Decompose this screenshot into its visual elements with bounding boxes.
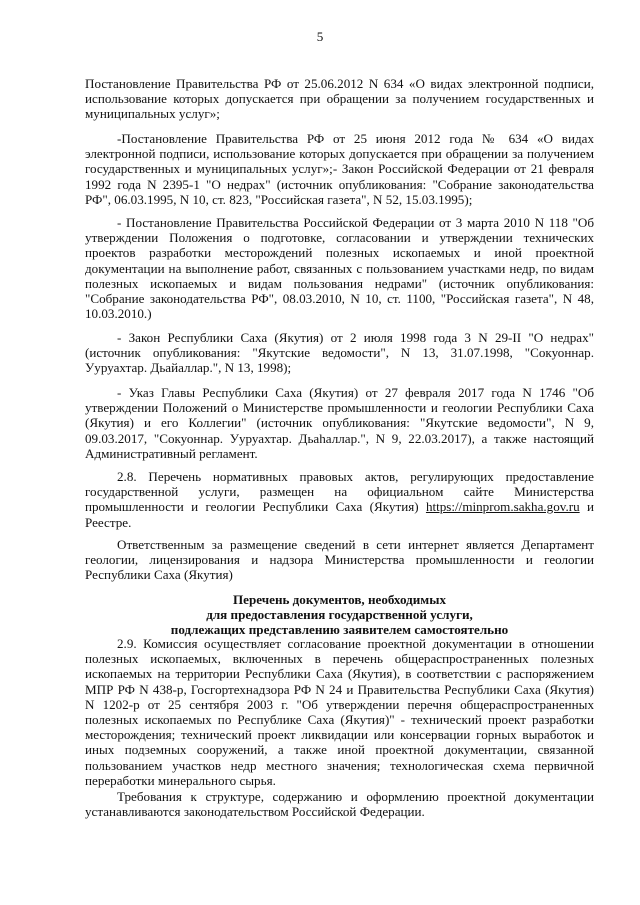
text-line: пользованием участков недр местного значения; технологическая схема первичной: [85, 757, 594, 773]
text-line-with-link: [85, 499, 594, 514]
text-line: Республики Саха (Якутия): [85, 567, 233, 583]
text-line: "Собрание законодательства РФ", 08.03.2010, N 10, ст. 1100, "Российская газета", N 48,: [85, 291, 594, 307]
text-line: Постановление Правительства РФ от 25.06.2012 N 634 «О видах электронной подписи,: [85, 76, 594, 91]
text-line: утверждении Положений о Министерстве промышленности и геологии Республики Саха: [85, 400, 594, 416]
text-line: Требования к структуре, содержанию и оформлению проектной документации: [117, 789, 594, 804]
text-line: государственных и муниципальных услуг»;- Закон Российской Федерации от 21 февраля: [85, 161, 594, 177]
text-line: документации на выполнение работ, связанных с пользованием участками недр, по видам: [85, 260, 594, 276]
text-line: Ответственным за размещение сведений в сети интернет является Департамент: [117, 537, 594, 552]
text-segment: и: [586, 499, 594, 515]
text-line: полезных ископаемых и видам пользования недрами" (источник опубликования:: [85, 275, 594, 291]
text-line: месторождения; технический проект ликвидации или консервации горных выработок и: [85, 727, 594, 743]
text-line: муниципальных услуг»;: [85, 106, 220, 122]
text-line: 10.03.2010.): [85, 306, 152, 322]
text-line: 1992 года N 2395-1 "О недрах" (источник опубликования: "Собрание законодательства: [85, 176, 594, 192]
text-line: государственной услуги, размещен на официальном сайте Министерства: [85, 484, 594, 500]
text-line: Ууруахтар. Дьайаллар.", N 13, 1998);: [85, 360, 292, 376]
paragraph-decree-1746: [85, 385, 594, 461]
text-line: (источник опубликования: "Якутские ведомости", N 13, 31.07.1998, "Сокуоннар.: [85, 345, 594, 361]
text-line: 2.9. Комиссия осуществляет согласование проектной документации в отношении: [117, 636, 594, 651]
heading-line: для предоставления государственной услуги,: [206, 607, 473, 623]
text-line: электронной подписи, использование которых допускается при обращении за получением: [85, 146, 594, 162]
text-line: геологии, лицензирования и надзора Министерства промышленности и геологии: [85, 552, 594, 568]
text-line: (Якутия) и его Коллегии" (источник опубликования: "Якутские ведомости", N 9,: [85, 415, 594, 431]
text-line: переработки минерального сырья.: [85, 772, 276, 788]
paragraph-sakha-law: [85, 330, 594, 376]
paragraph-responsible: [85, 537, 594, 583]
text-line: использование которых допускается при обращении за получением государственных и: [85, 91, 594, 107]
text-line: 09.03.2017, "Сокуоннар. Ууруахтар. Дьаhаллар.", N 9, 22.03.2017), а также настоящий: [85, 430, 594, 446]
paragraph-requirements: [85, 789, 594, 819]
text-line: N 1202-р от 25 сентября 2003 г. "Об утверждении перечня общераспространенных: [85, 696, 594, 712]
paragraph-2-8: [85, 469, 594, 530]
text-line: МПР РФ N 438-р, Госгортехнадзора РФ N 24 и Правительства Республики Саха (Якутия): [85, 681, 594, 697]
text-line: -Постановление Правительства РФ от 25 июня 2012 года № 634 «О видах: [117, 131, 594, 146]
text-segment: промышленности и геологии Республики Саха (Якутия): [85, 499, 419, 515]
text-line: устанавливаются законодательством Российской Федерации.: [85, 804, 425, 820]
text-line: Административный регламент.: [85, 445, 258, 461]
paragraph-decree-634-and-law: [85, 131, 594, 207]
text-line: - Закон Республики Саха (Якутия) от 2 июля 1998 года 3 N 29-II "О недрах": [117, 330, 594, 345]
text-line: иных подземных сооружений, а также иной проектной документации, связанной: [85, 742, 594, 758]
paragraph-decree-118: [85, 215, 594, 321]
heading-line: подлежащих представлению заявителем самостоятельно: [170, 622, 509, 638]
page-number: 5: [316, 29, 324, 44]
text-line: 2.8. Перечень нормативных правовых актов, регулирующих предоставление: [117, 469, 594, 484]
text-line: полезных ископаемых по Республике Саха (Якутия)" - технический проект разработки: [85, 712, 594, 728]
text-line: ископаемых на территории Республики Саха (Якутия), в соответствии с распоряжением: [85, 666, 594, 682]
text-line: проектов разработки месторождений полезных ископаемых и иной проектной: [85, 245, 594, 261]
text-line: РФ", 06.03.1995, N 10, ст. 823, "Российская газета", N 52, 15.03.1995);: [85, 191, 473, 207]
minprom-website-link[interactable]: https://minprom.sakha.gov.ru: [425, 499, 580, 515]
text-line: - Указ Главы Республики Саха (Якутия) от 27 февраля 2017 года N 1746 "Об: [117, 385, 594, 400]
heading-line: Перечень документов, необходимых: [232, 592, 446, 607]
text-line: полезных ископаемых, включенных в перечень общераспространенных полезных: [85, 651, 594, 667]
paragraph-decree-634: [85, 76, 594, 122]
paragraph-2-9: [85, 636, 594, 788]
text-line: утверждении Положения о подготовке, согласовании и утверждении технических: [85, 230, 594, 246]
section-heading: [85, 592, 594, 638]
text-line: - Постановление Правительства Российской Федерации от 3 марта 2010 N 118 "Об: [117, 215, 594, 230]
text-line: Реестре.: [85, 514, 132, 530]
